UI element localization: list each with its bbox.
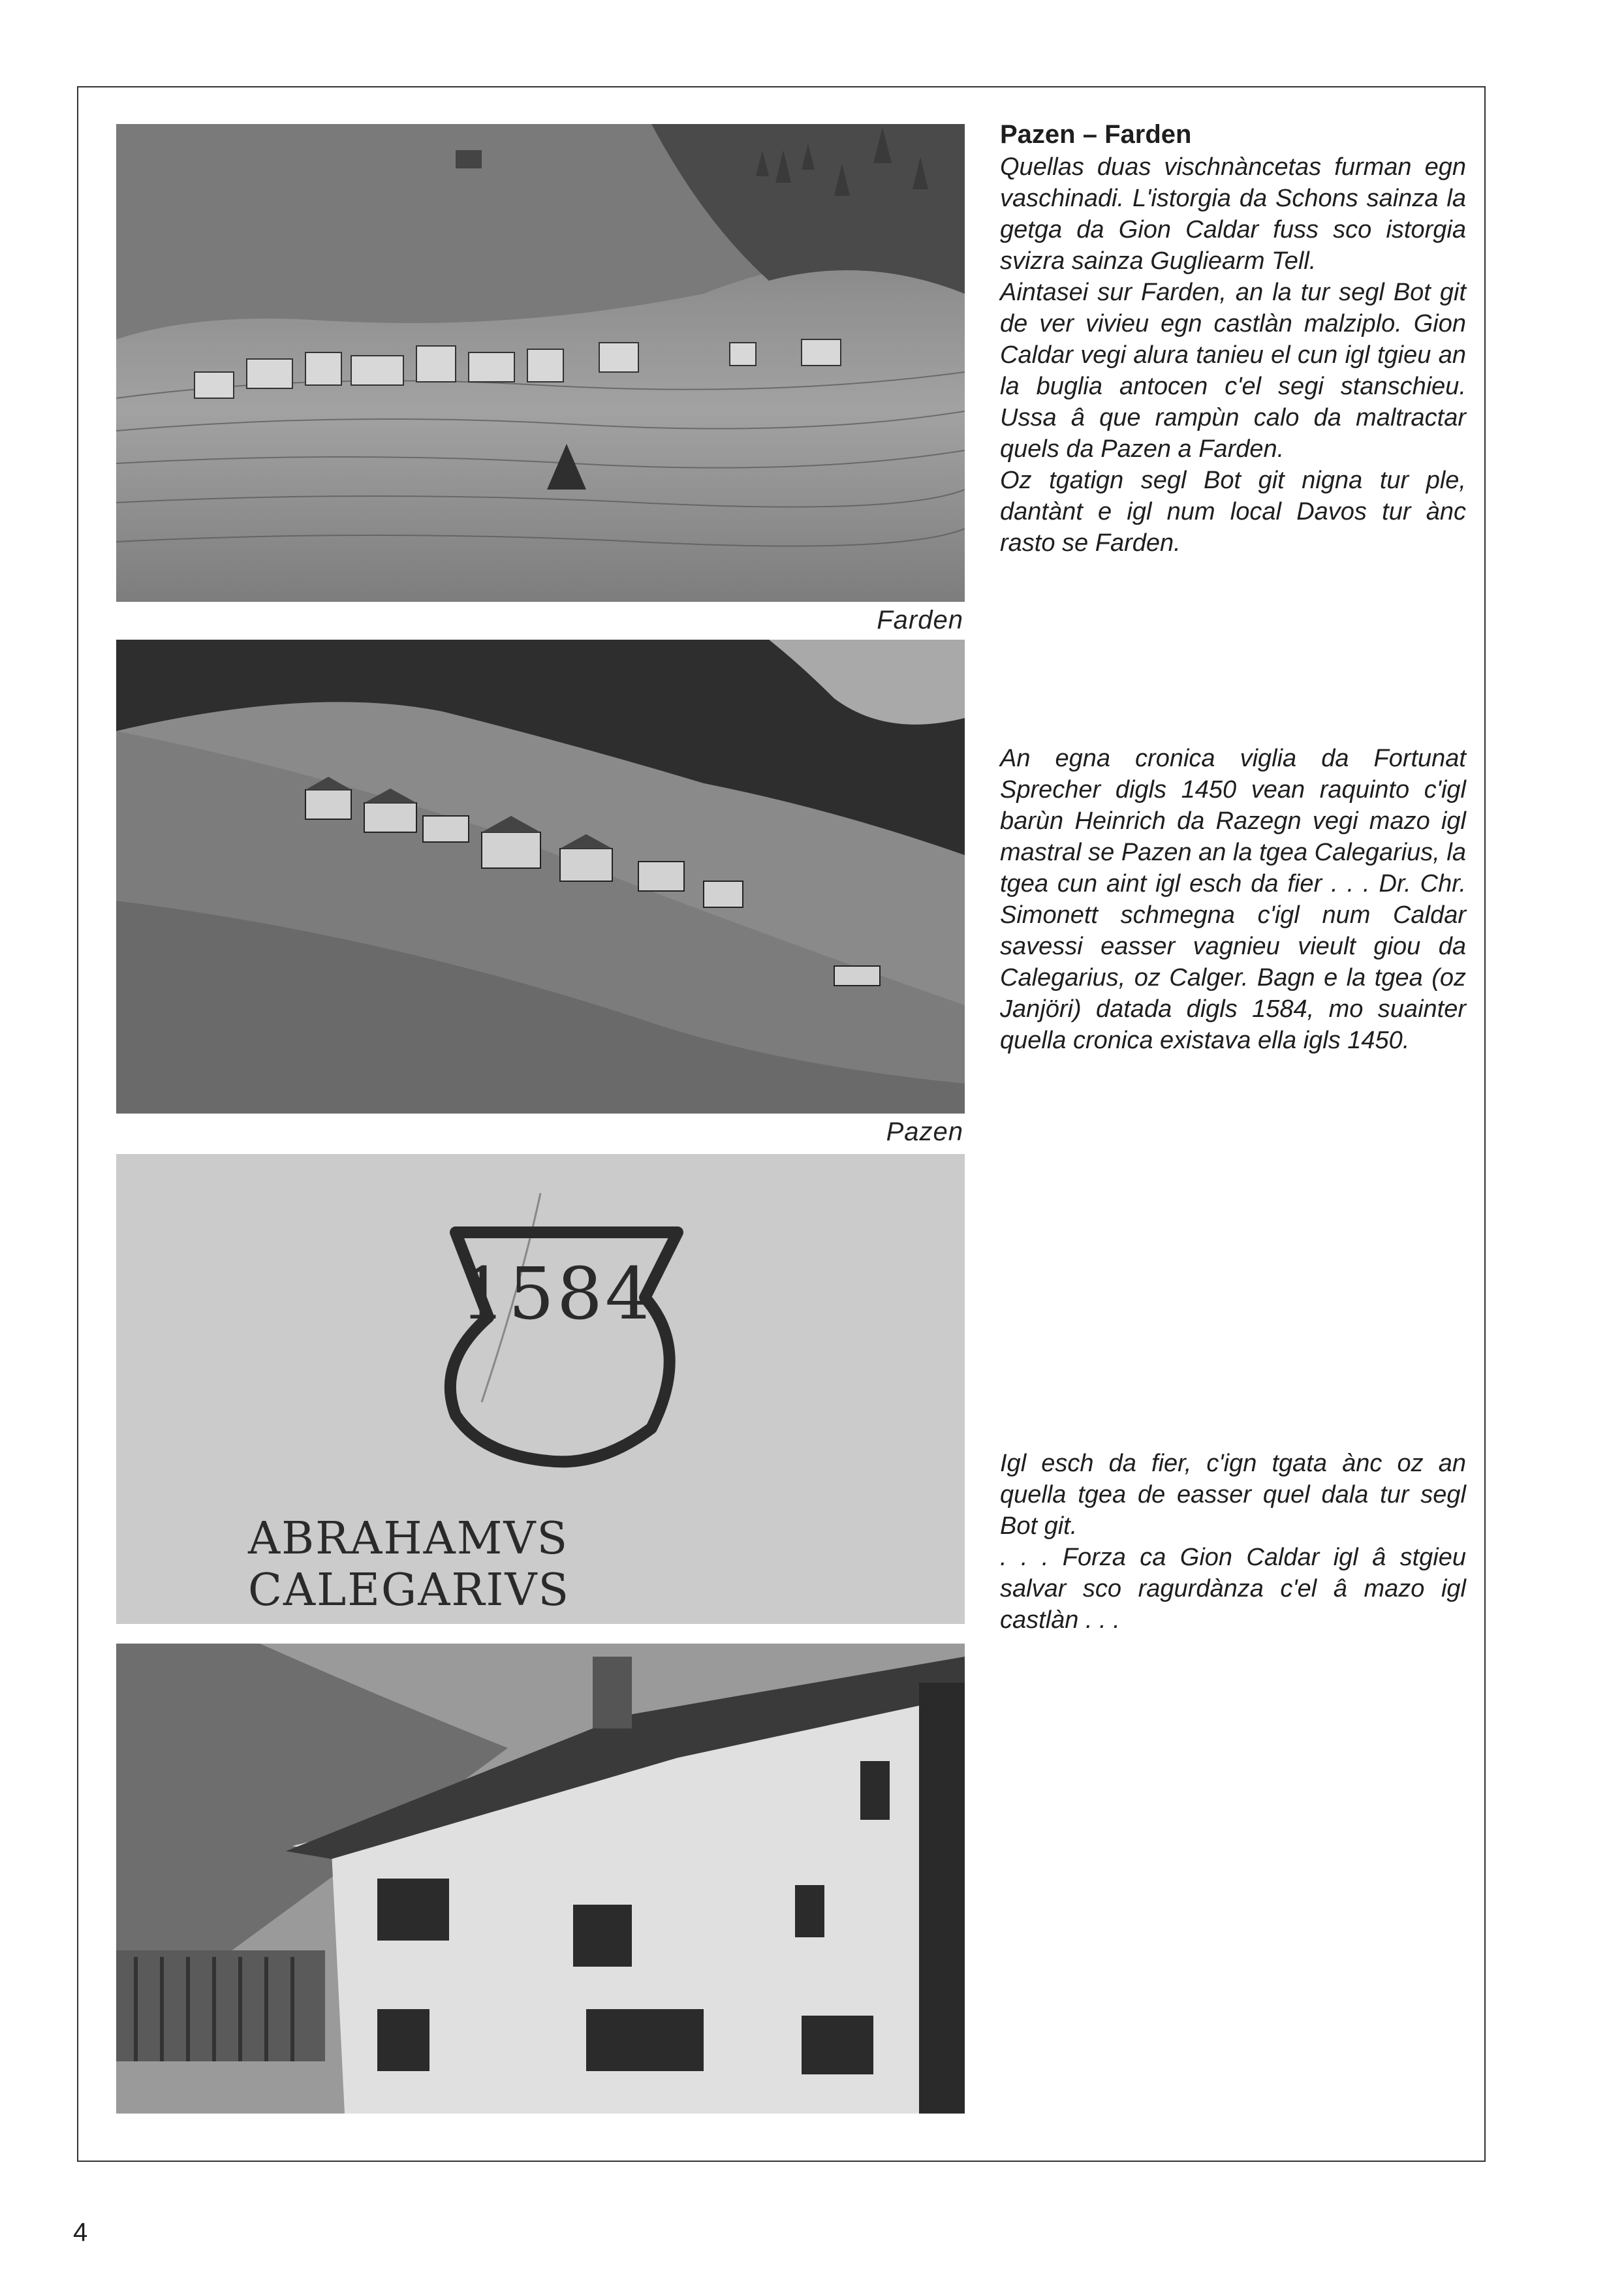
door-paragraph-2: . . . Forza ca Gion Caldar igl â stgieu salvar sco ragurdànza c'el â mazo igl castlàn . . . — [1000, 1544, 1466, 1634]
intro-paragraph-1: Quellas duas vischnàncetas furman egn vaschinadi. L'istorgia da Schons sainza la getga da Gion Caldar fuss sco istorgia svizra sainza Gugliearm Tell. — [1000, 153, 1466, 275]
photo-pazen — [116, 640, 965, 1114]
page-number: 4 — [73, 2218, 88, 2247]
chronicle-paragraph: An egna cronica viglia da Fortunat Sprecher digls 1450 vean raquinto c'igl barùn Heinrich da Razegn vegi mazo igl mastral se Pazen an la tgea Calegarius, la tgea cun aint igl esch da fier . . . Dr. Chr. Simonett schmegna c'igl num Caldar savessi easser vagnieu vieult giou da Calegarius, oz Calger. Bagn e la tgea (oz Janjöri) datada digls 1584, mo suainter quella cronica existava ella igls 1450. — [1000, 745, 1466, 1054]
inscription-name: ABRAHAMVS CALEGARIVS — [248, 1513, 570, 1616]
photo-farden — [116, 124, 965, 602]
article-chronicle — [1000, 743, 1466, 1056]
intro-paragraph-3: Oz tgatign segl Bot git nigna tur ple, dantànt e igl num local Davos tur ànc rasto se Farden. — [1000, 467, 1466, 557]
caption-pazen: Pazen — [886, 1117, 963, 1146]
photo-house — [116, 1644, 965, 2114]
article-intro — [1000, 119, 1466, 559]
inscription-year: 1584 — [460, 1252, 653, 1335]
door-paragraph-1: Igl esch da fier, c'ign tgata ànc oz an quella tgea de easser quel dala tur segl Bot git. — [1000, 1450, 1466, 1540]
article-door — [1000, 1448, 1466, 1636]
caption-farden: Farden — [877, 606, 963, 634]
article-title: Pazen – Farden — [1000, 120, 1192, 149]
intro-paragraph-2: Aintasei sur Farden, an la tur segl Bot git de ver vivieu egn castlàn malziplo. Gion Caldar vegi alura tanieu el cun igl tgieu an la buglia antocen c'el segi stanschieu. Ussa â que rampùn calo da maltractar quels da Pazen a Farden. — [1000, 279, 1466, 463]
